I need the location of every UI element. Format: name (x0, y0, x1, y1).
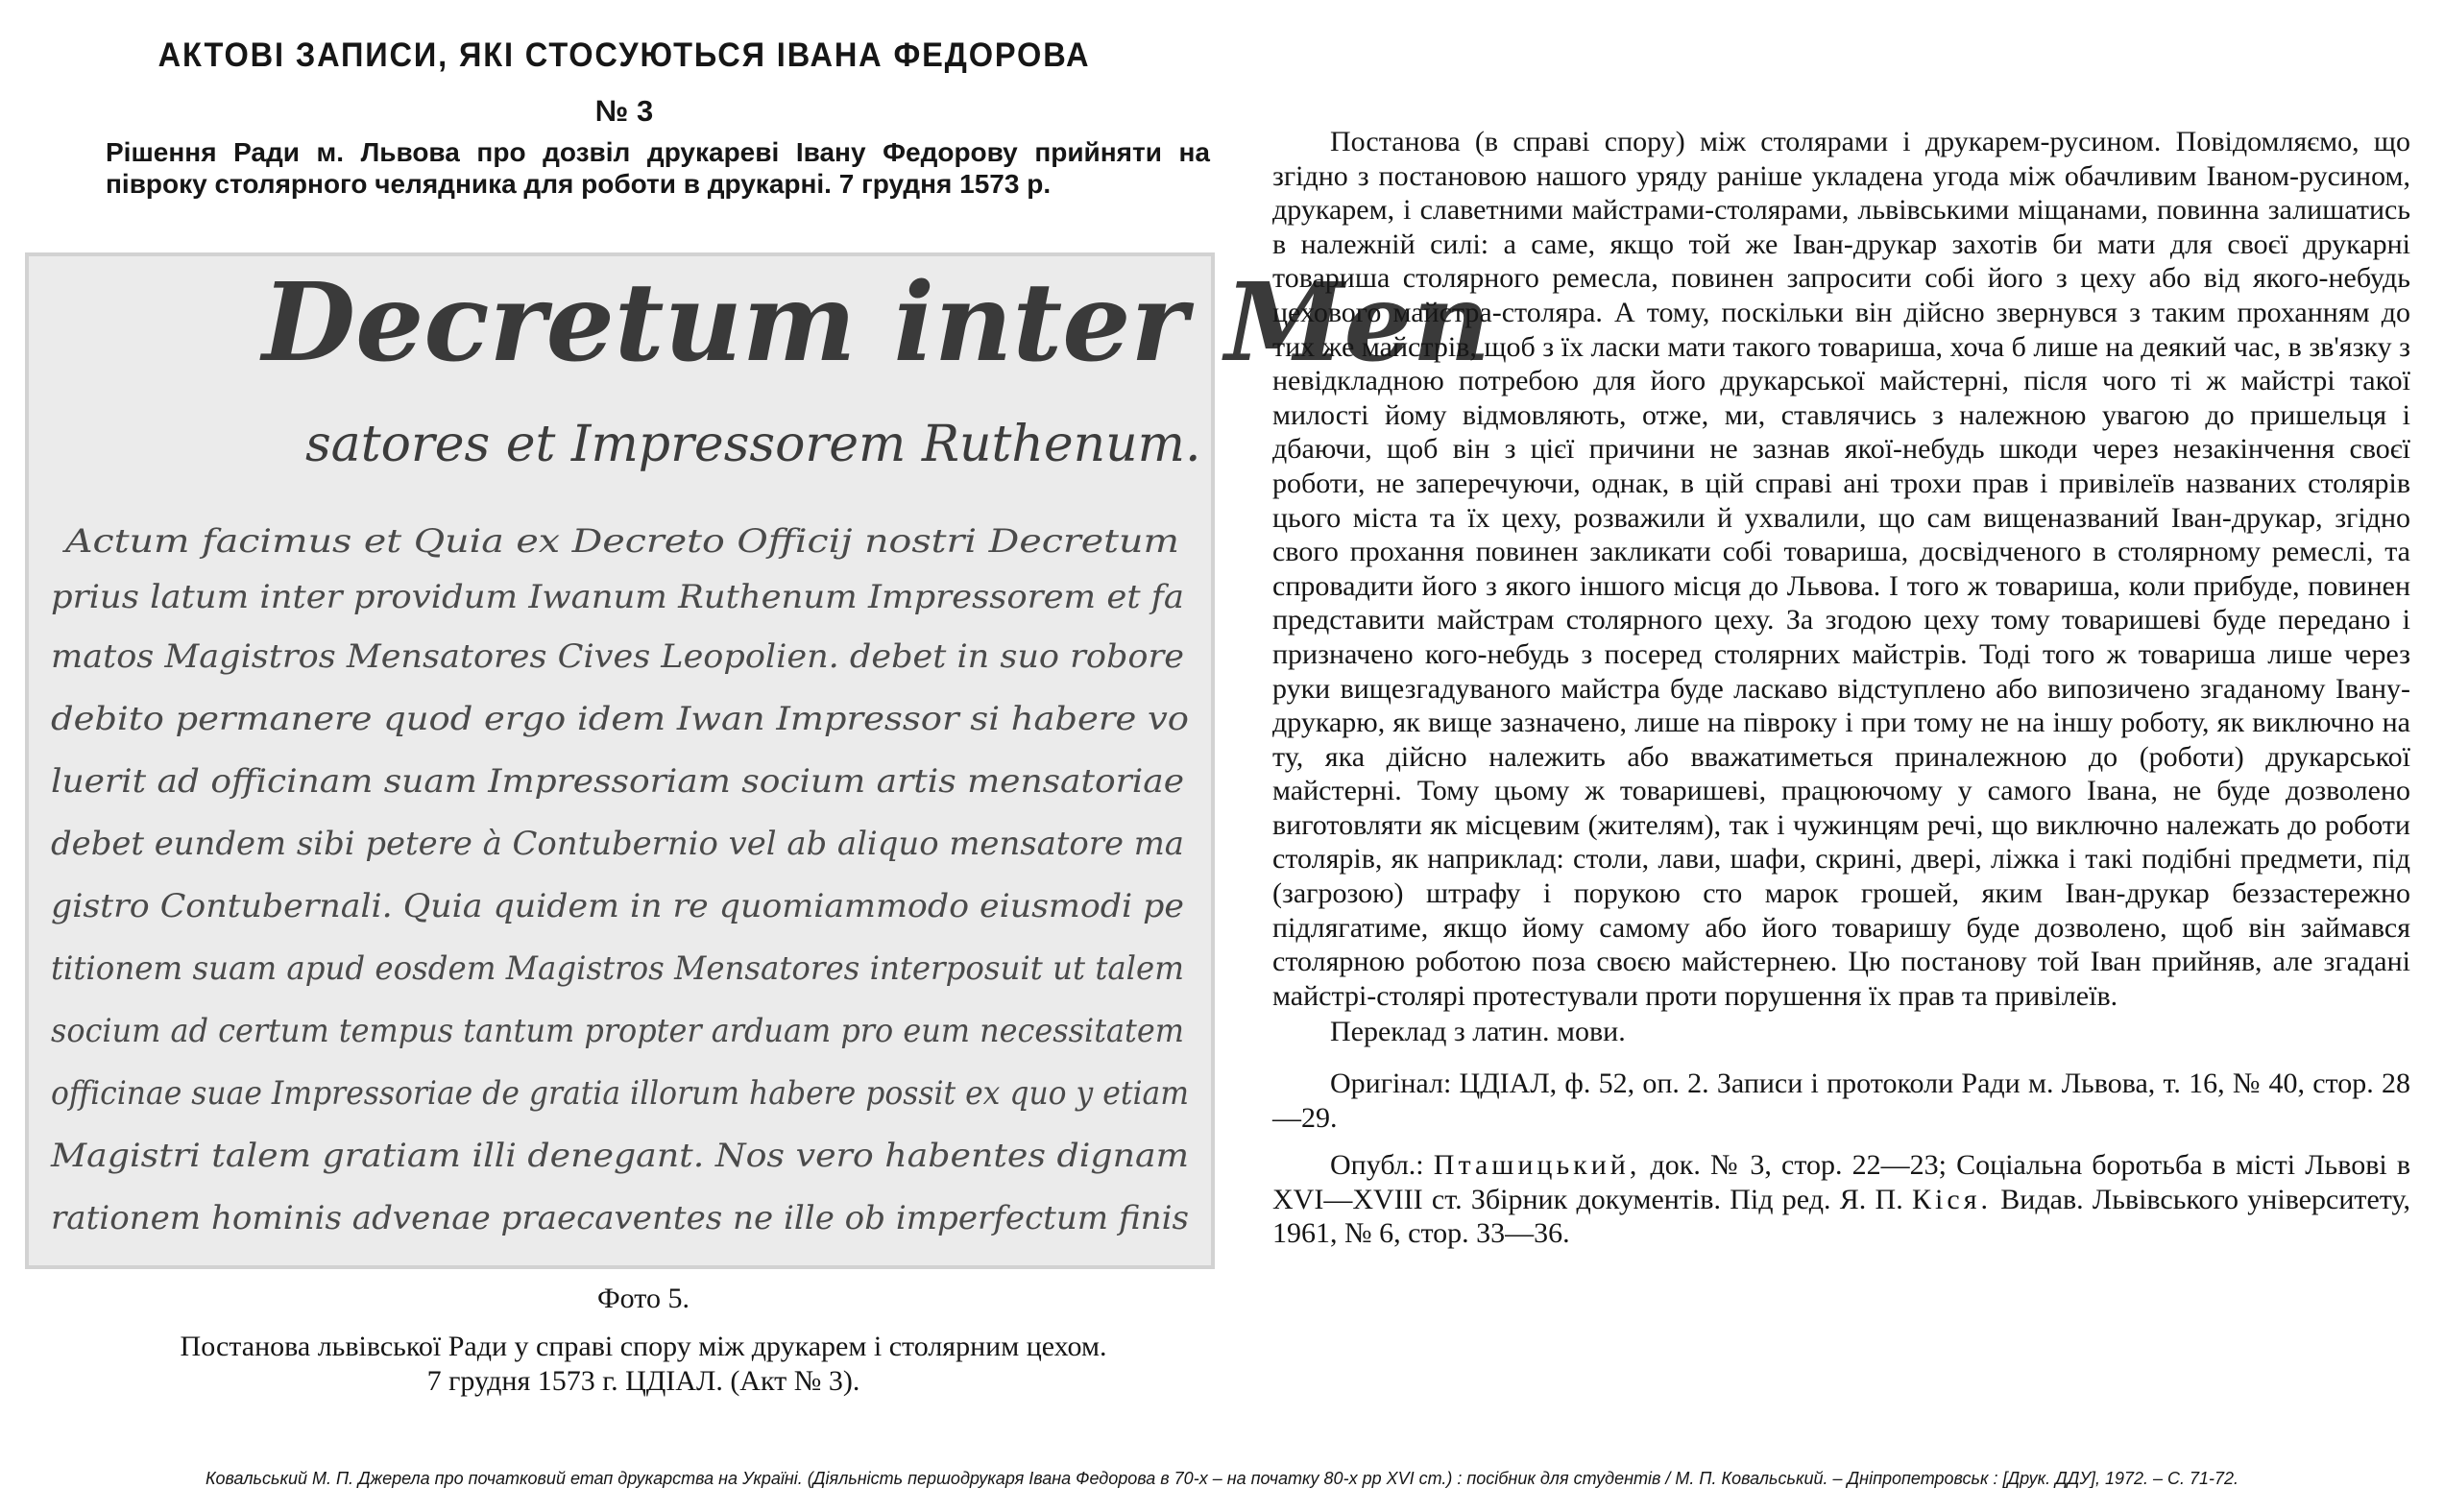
document-title: Рішення Ради м. Львова про дозвіл друкареві Івану Федорову прийняти на півроку столярного челядника для роботи в друкарні. 7 грудня 1573 р. (106, 137, 1210, 199)
photo-text-line: titionem suam apud eosdem Magistros Mensatores interposuit ut talem (51, 949, 1184, 988)
photo-caption (38, 1282, 1248, 1399)
caption-label: Фото 5. (596, 1283, 690, 1314)
photo-text-line: debet eundem sibi petere à Contubernio vel ab aliquo mensatore ma (51, 825, 1184, 863)
caption-line-2: 7 грудня 1573 г. ЦДІАЛ. (Акт № 3). (426, 1365, 860, 1397)
published-editor: Кіся. (1912, 1183, 1992, 1215)
left-column (38, 29, 1210, 200)
source-reference: Оригінал: ЦДІАЛ, ф. 52, оп. 2. Записи і протоколи Ради м. Львова, т. 16, № 40, стор. 28—29. (1272, 1068, 2410, 1134)
publication-reference (1272, 1148, 2410, 1251)
translation-note: Переклад з латин. мови. (1330, 1016, 1626, 1048)
published-prefix: Опубл.: (1330, 1149, 1424, 1182)
photo-text-line: Actum facimus et Quia ex Decreto Officij nostri Decretum (61, 522, 1180, 561)
published-author: Пташицький, (1433, 1149, 1641, 1182)
translation-body: Постанова (в справі спору) між столярами і друкарем-русином. Повідомляємо, що згідно з постановою нашого уряду раніше укладена угода між обачливим Іваном-русином, друкарем, і славетними майстрами-столярами, львівськими міщанами, повинна залишатись в належній силі: а саме, якщо той же Іван-друкар захотів би мати для своєї друкарні товариша столярного ремесла, повинен запросити собі його з цеху або від якого-небудь цехового майстра-столяра. А тому, поскільки він дійсно звернувся з таким проханням до тих же майстрів, щоб з їх ласки мати такого товариша, хоча б лише на деякий час, в зв'язку з невідкладною потребою для його друкарської майстерні, після чого ті ж майстрі такої милості йому відмовляють, отже, ми, ставлячись з належною увагою до пришельця і дбаючи, щоб він з цієї причини не зазнав якої-небудь шкоди через незакінчення своєї роботи, не заперечуючи, однак, в цій справі ані трохи прав і привілеїв названих столярів цього міста та їх цеху, розважили й ухвалили, що сам вищеназваний Іван-друкар, згідно свого прохання повинен закликати собі товариша, досвідченого в столярному ремеслі, та спровадити його з якого іншого місця до Львова. І того ж товариша, коли прибуде, повинен представити майстрам столярного цеху. За згодою цеху тому товаришеві буде передано і призначено кого-небудь з посеред столярних майстрів. Тоді того ж товариша лише через руки вищезгадуваного майстра буде ласкаво відступлено або випозичено згаданому Івану-друкарю, як вище зазначено, лише на півроку і при тому не на іншу роботу, як виключно на ту, яка дійсно належить або вважатиметься приналежною до (роботи) друкарської майстерні. Тому цьому ж товаришеві, працюючому у самого Івана, не буде дозволено виготовляти як місцевим (жителям), так і чужинцям речі, що виключно належать до роботи столярів, як наприклад: столи, лави, шафи, скрині, двері, ліжка і такі подібні предмети, під (загрозою) штрафу і порукою сто марок грошей, яким Іван-друкар беззастережно підлягатиме, якщо йому самому або його товаришу буде дозволено, щоб він займався столярною роботою поза своєю майстернею. Цю постанову той Іван прийняв, але згадані майстрі-столярі протестували проти порушення їх прав та привілеїв. (1272, 126, 2410, 1012)
published-details: док. № 3, стор. 22—23; Соціальна боротьба в місті Львові в XVI—XVIII ст. Збірник документів. Під ред. Я. П. (1272, 1149, 2410, 1215)
photo-heading-line-1: Decretum inter Men (262, 260, 1491, 386)
photo-text-line: gistro Contubernali. Quia quidem in re quomiammodo eiusmodi pe (51, 887, 1184, 925)
photo-text-line: matos Magistros Mensatores Cives Leopolien. debet in suo robore (51, 637, 1184, 676)
photo-text-line: officinae suae Impressoriae de gratia illorum habere possit ex quo y etiam (51, 1074, 1189, 1113)
footer-citation: Ковальський М. П. Джерела про початковий етап друкарства на Україні. (Діяльність першодрукаря Івана Федорова в 70-х – на початку 80-х рр XVI ст.) : посібник для студентів / М. П. Ковальський. – Дніпропетровськ : [Друк. ДДУ], 1972. – С. 71-72. (205, 1469, 2239, 1488)
photo-text-line: prius latum inter providum Iwanum Ruthenum Impressorem et fa (51, 578, 1184, 616)
translation-column (1272, 125, 2410, 1251)
photo-text-line: debito permanere quod ergo idem Iwan Impressor si habere vo (51, 700, 1189, 738)
caption-line-1: Постанова львівської Ради у справі спору між друкарем і столярним цехом. (180, 1331, 1107, 1362)
section-heading: АКТОВІ ЗАПИСИ, ЯКІ СТОСУЮТЬСЯ ІВАНА ФЕДОРОВА (157, 36, 1091, 74)
document-number: № 3 (594, 94, 654, 128)
photo-text-line: Magistri talem gratiam illi denegant. Nos vero habentes dignam (49, 1137, 1190, 1175)
published-tail: Видав. Львівського університету, 1961, № 6, стор. 33—36. (1272, 1183, 2411, 1250)
photo-text-line: rationem hominis advenae praecaventes ne ille ob imperfectum finis (51, 1199, 1189, 1237)
photo-text-line: socium ad certum tempus tantum propter arduam pro eum necessitatem (51, 1012, 1184, 1050)
photo-heading-line-2: satores et Impressorem Ruthenum. (305, 416, 1201, 473)
photo-text-line: luerit ad officinam suam Impressoriam socium artis mensatoriae (51, 762, 1184, 801)
